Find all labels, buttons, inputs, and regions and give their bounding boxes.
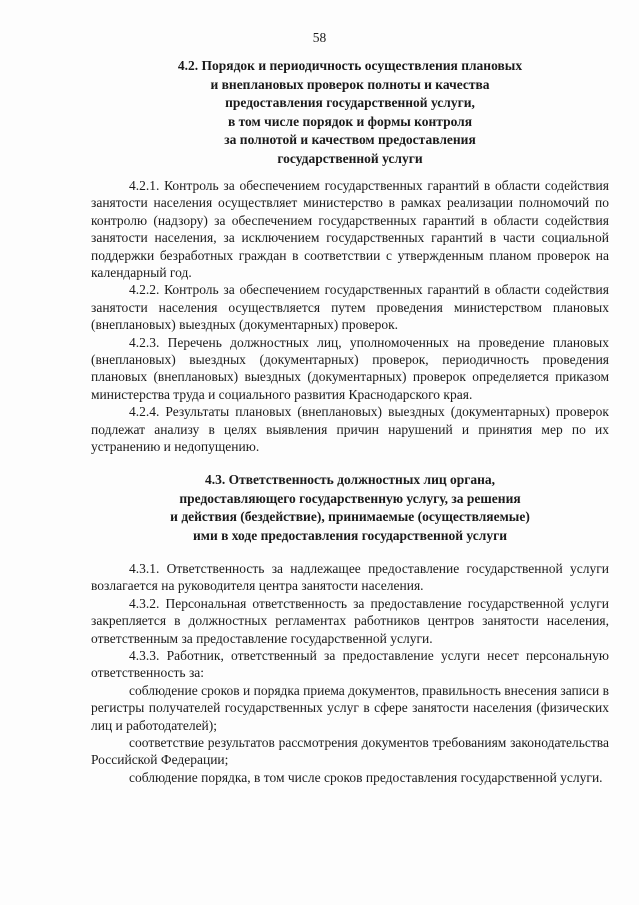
section-4-3-heading (91, 471, 609, 545)
list-item-reception-deadlines: соблюдение сроков и порядка приема документов, правильность внесения записи в регистры получателей государственных услуг в сфере занятости населения (физических лиц и работодателей); (91, 682, 609, 733)
heading-line: 4.2. Порядок и периодичность осуществления плановых (177, 58, 523, 73)
heading-line: и действия (бездействие), принимаемые (осуществляемые) (170, 509, 530, 525)
list-item-service-deadlines: соблюдение порядка, в том числе сроков предоставления государственной услуги. (129, 769, 603, 785)
heading-line: государственной услуги (277, 150, 423, 166)
page-number: 58 (312, 30, 327, 45)
heading-line: в том числе порядок и формы контроля (227, 113, 473, 129)
paragraph-4-2-4: 4.2.4. Результаты плановых (внеплановых) выездных (документарных) проверок подлежат анализу в целях выявления причин нарушений и принятия мер по их устранению и недопущению. (91, 404, 609, 455)
paragraph-4-2-2: 4.2.2. Контроль за обеспечением государственных гарантий в области содействия занятости населения осуществляется путем проведения министерством плановых (внеплановых) выездных (документарных) проверок. (91, 282, 609, 333)
section-4-2-body (91, 177, 609, 456)
list-item-legislation-compliance: соответствие результатов рассмотрения документов требованиям законодательства Российской Федерации; (91, 735, 609, 768)
paragraph-4-3-1: 4.3.1. Ответственность за надлежащее предоставление государственной услуги возлагается на руководителя центра занятости населения. (91, 561, 609, 594)
paragraph-4-2-1: 4.2.1. Контроль за обеспечением государственных гарантий в области содействия занятости населения осуществляет министерство в рамках реализации полномочий по контролю (надзору) за обеспечением государственных гарантий в области содействия занятости населения, за исключением государственных гарантий в части социальной поддержки безработных граждан в соответствии с утвержденным планом проверок на календарный год. (91, 178, 609, 281)
paragraph-4-2-3: 4.2.3. Перечень должностных лиц, уполномоченных на проведение плановых (внеплановых) выездных (документарных) проверок, периодичность проведения плановых (внеплановых) выездных (документарных) проверок определяется приказом министерства труда и социального развития Краснодарского края. (91, 334, 609, 402)
heading-line: 4.3. Ответственность должностных лиц органа, (204, 472, 496, 487)
section-4-3-body (91, 560, 609, 786)
paragraph-4-3-3: 4.3.3. Работник, ответственный за предоставление услуги несет персональную ответственность за: (91, 648, 609, 681)
paragraph-4-3-2: 4.3.2. Персональная ответственность за предоставление государственной услуги закрепляется в должностных регламентах работников центров занятости населения, ответственным за предоставление государственной услуги. (91, 595, 609, 646)
heading-line: ими в ходе предоставления государственной услуги (193, 527, 507, 543)
heading-line: за полнотой и качеством предоставления (224, 132, 476, 148)
heading-line: предоставления государственной услуги, (225, 95, 475, 111)
heading-line: и внеплановых проверок полноты и качества (210, 76, 490, 92)
heading-line: предоставляющего государственную услугу, за решения (179, 490, 521, 506)
section-4-2-heading (91, 57, 609, 169)
